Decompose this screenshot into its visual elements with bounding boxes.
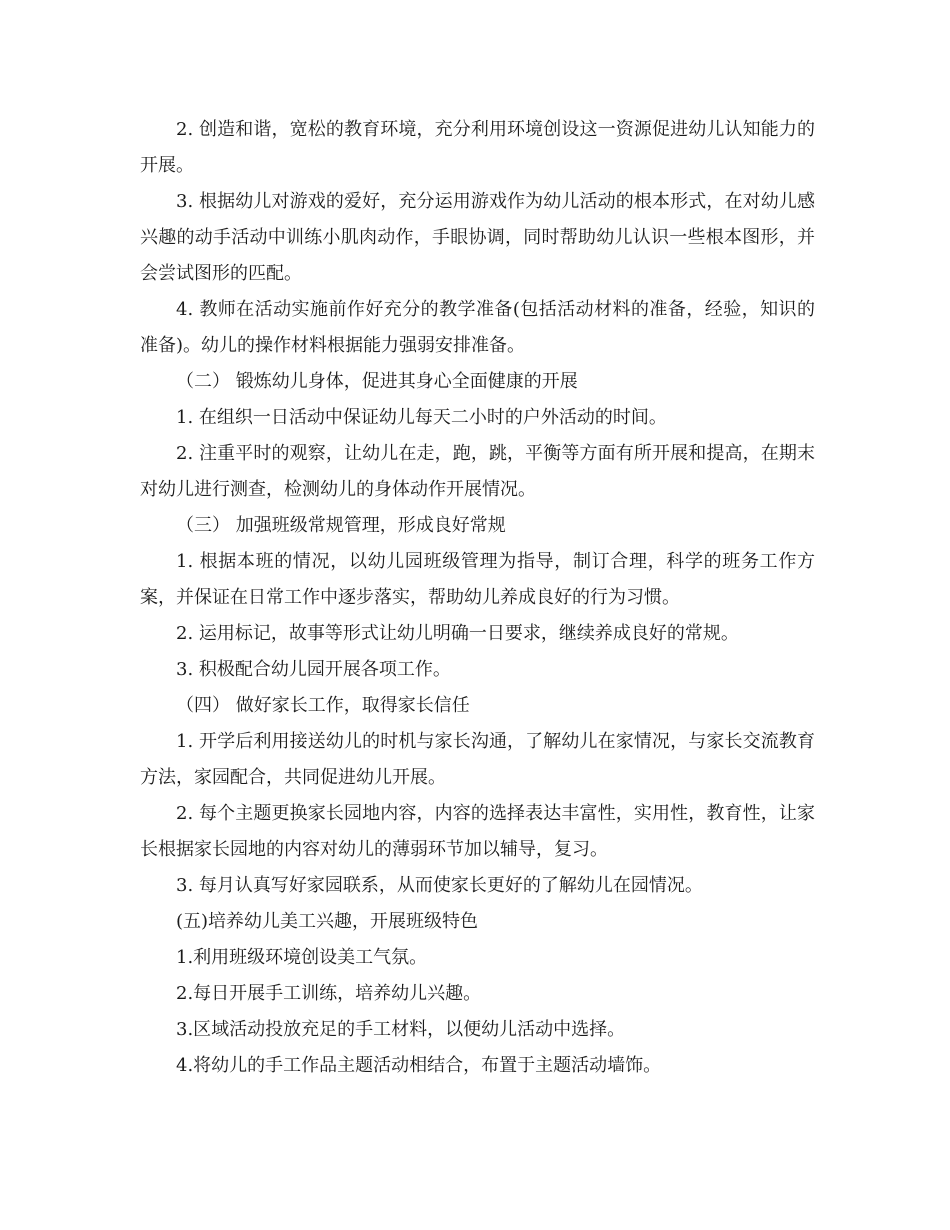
paragraph: 4.将幼儿的手工作品主题活动相结合，布置于主题活动墙饰。 — [176, 1055, 662, 1076]
paragraph: 2. 创造和谐，宽松的教育环境，充分利用环境创设这一资源促进幼儿认知能力的开展。 — [140, 119, 815, 176]
section-heading: (五)培养幼儿美工兴趣，开展班级特色 — [176, 911, 479, 932]
paragraph: 3. 每月认真写好家园联系，从而使家长更好的了解幼儿在园情况。 — [176, 875, 703, 896]
section-heading: （三） 加强班级常规管理，形成良好常规 — [176, 515, 506, 536]
paragraph: 2. 每个主题更换家长园地内容，内容的选择表达丰富性，实用性，教育性，让家长根据家长园地的内容对幼儿的薄弱环节加以辅导，复习。 — [140, 803, 815, 860]
section-heading: （二） 锻炼幼儿身体，促进其身心全面健康的开展 — [176, 371, 578, 392]
paragraph: 3. 根据幼儿对游戏的爱好，充分运用游戏作为幼儿活动的根本形式，在对幼儿感兴趣的动手活动中训练小肌肉动作，手眼协调，同时帮助幼儿认识一些根本图形，并会尝试图形的匹配。 — [140, 191, 815, 284]
paragraph: 4. 教师在活动实施前作好充分的教学准备(包括活动材料的准备，经验，知识的准备)。幼儿的操作材料根据能力强弱安排准备。 — [140, 299, 815, 356]
section-heading: （四） 做好家长工作，取得家长信任 — [176, 695, 470, 716]
paragraph: 1. 在组织一日活动中保证幼儿每天二小时的户外活动的时间。 — [176, 407, 667, 428]
paragraph: 2.每日开展手工训练，培养幼儿兴趣。 — [176, 983, 482, 1004]
paragraph: 1.利用班级环境创设美工气氛。 — [176, 947, 428, 968]
paragraph: 3. 积极配合幼儿园开展各项工作。 — [176, 659, 451, 680]
document-body — [140, 112, 815, 1084]
paragraph: 3.区域活动投放充足的手工材料，以便幼儿活动中选择。 — [176, 1019, 626, 1040]
paragraph: 1. 根据本班的情况，以幼儿园班级管理为指导，制订合理，科学的班务工作方案，并保证在日常工作中逐步落实，帮助幼儿养成良好的行为习惯。 — [140, 551, 815, 608]
paragraph: 1. 开学后利用接送幼儿的时机与家长沟通，了解幼儿在家情况，与家长交流教育方法，家园配合，共同促进幼儿开展。 — [140, 731, 815, 788]
paragraph: 2. 注重平时的观察，让幼儿在走，跑，跳，平衡等方面有所开展和提高，在期末对幼儿进行测查，检测幼儿的身体动作开展情况。 — [140, 443, 815, 500]
paragraph: 2. 运用标记，故事等形式让幼儿明确一日要求，继续养成良好的常规。 — [176, 623, 739, 644]
